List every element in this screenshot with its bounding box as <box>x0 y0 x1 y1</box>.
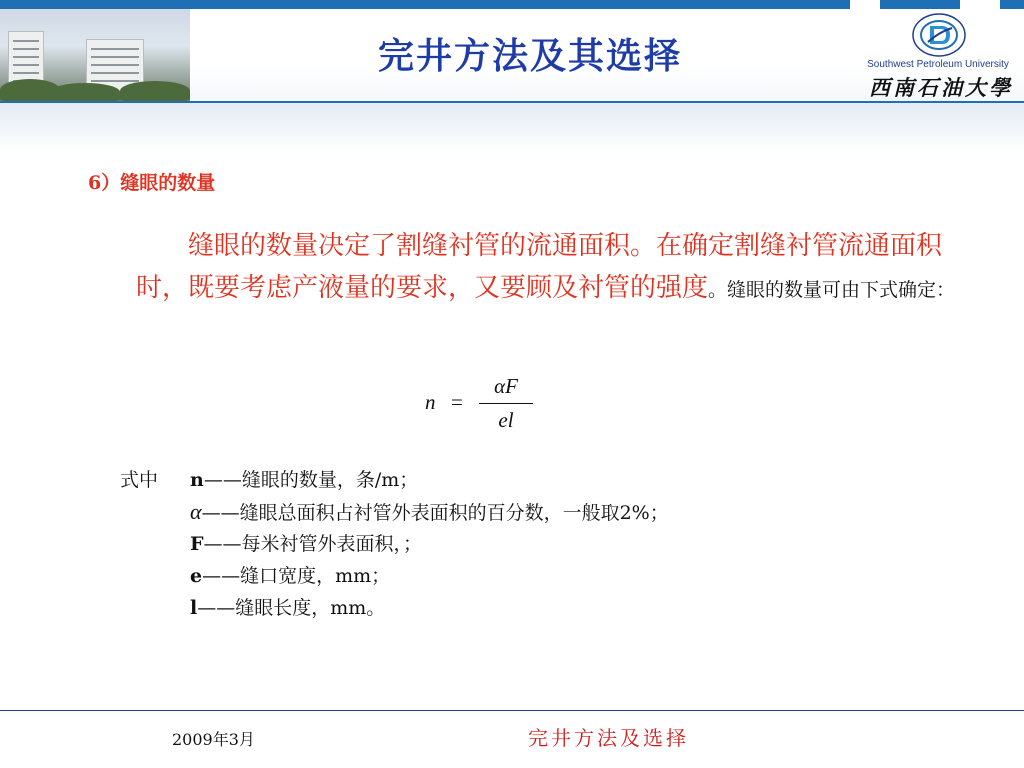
formula-equals: = <box>451 390 463 414</box>
footer-title: 完井方法及选择 <box>528 726 689 750</box>
header-gradient-band <box>0 103 1024 153</box>
definition-text: ——每米衬管外表面积，； <box>203 533 423 555</box>
definition-symbol: n <box>190 469 204 491</box>
definitions-label: 式中 <box>120 469 159 491</box>
university-name-en: Southwest Petroleum University <box>867 59 1009 70</box>
footer-divider <box>0 710 1024 711</box>
formula-fraction-bar <box>479 403 533 404</box>
university-logo-icon <box>910 12 968 58</box>
definition-text: ——缝眼总面积占衬管外表面积的百分数，一般取2%； <box>201 502 669 524</box>
footer-date: 2009年3月 <box>172 730 255 749</box>
definition-symbol: α <box>190 499 202 524</box>
university-name-cn: 西南石油大學 <box>869 75 1013 100</box>
top-bar-gap <box>960 0 1000 9</box>
tree-image <box>120 81 190 101</box>
formula-lhs: n <box>425 390 436 414</box>
definition-text: ——缝眼的数量，条/m； <box>203 469 419 491</box>
definition-symbol: e <box>190 565 203 587</box>
definition-text: ——缝眼长度，mm。 <box>197 597 386 619</box>
formula-numerator: αF <box>494 374 518 398</box>
formula-denominator: el <box>498 408 514 432</box>
definition-text: ——缝口宽度，mm； <box>202 565 391 587</box>
body-paragraph <box>136 225 956 311</box>
top-bar-gap <box>850 0 880 9</box>
tree-image <box>50 83 120 101</box>
definition-symbol: F <box>190 533 204 555</box>
section-subheading: 6）缝眼的数量 <box>88 172 216 194</box>
definition-symbol: l <box>190 597 198 619</box>
paragraph-red-text: 缝眼的数量决定了割缝衬管的流通面积。在确定割缝衬管流通面积时，既要考虑产液量的要求，又要顾及衬管的强度 <box>136 231 943 303</box>
campus-photo <box>0 9 190 101</box>
slide-title: 完井方法及其选择 <box>377 36 682 77</box>
paragraph-black-text: 。缝眼的数量可由下式确定： <box>708 279 956 301</box>
